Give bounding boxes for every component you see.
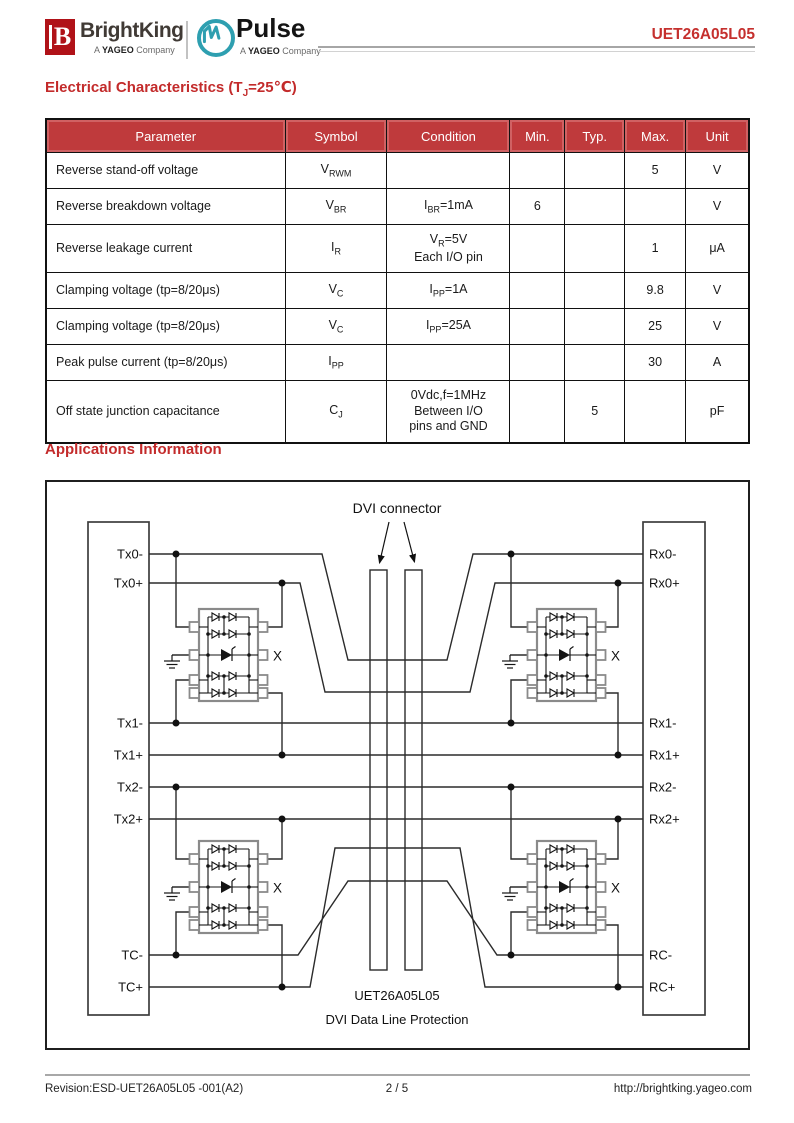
table-cell bbox=[625, 189, 686, 225]
table-row bbox=[46, 273, 749, 309]
transmitter-box bbox=[88, 522, 149, 1015]
table-cell bbox=[565, 309, 625, 345]
table-cell: 30 bbox=[625, 345, 686, 381]
table-cell: 5 bbox=[625, 153, 686, 189]
table-cell bbox=[510, 273, 565, 309]
table-cell bbox=[510, 381, 565, 444]
svg-text:Rx0+: Rx0+ bbox=[649, 575, 680, 591]
table-row bbox=[46, 345, 749, 381]
table-cell: Clamping voltage (tp=8/20μs) bbox=[46, 309, 285, 345]
tvs-array-top-right bbox=[528, 609, 606, 701]
footer-url-link[interactable]: http://brightking.yageo.com bbox=[613, 1083, 752, 1095]
column-header: Condition bbox=[387, 119, 510, 153]
tvs-array-top-left bbox=[190, 609, 268, 701]
table-cell: $C_J$ bbox=[285, 381, 387, 444]
table-cell bbox=[510, 225, 565, 273]
column-header: Unit bbox=[686, 119, 749, 153]
table-cell: 1 bbox=[625, 225, 686, 273]
table-cell: Reverse breakdown voltage bbox=[46, 189, 285, 225]
table-cell: $I_{PP}=1A$ bbox=[387, 273, 510, 309]
column-header: Symbol bbox=[285, 119, 387, 153]
x-pin-label: X bbox=[273, 880, 283, 896]
tvs-array-bottom-left bbox=[190, 841, 268, 933]
svg-text:Rx2+: Rx2+ bbox=[649, 811, 680, 827]
pulse-tagline: A YAGEO Company bbox=[240, 46, 321, 56]
table-row bbox=[46, 189, 749, 225]
table-cell: Reverse leakage current bbox=[46, 225, 285, 273]
table-header-row bbox=[46, 119, 749, 153]
svg-text:Tx1-: Tx1- bbox=[117, 715, 143, 731]
pulse-logo-icon bbox=[197, 19, 235, 57]
svg-text:Tx0-: Tx0- bbox=[117, 546, 143, 562]
table-cell bbox=[565, 153, 625, 189]
column-header: Parameter bbox=[46, 119, 285, 153]
table-cell bbox=[565, 345, 625, 381]
table-cell: $V_C$ bbox=[285, 273, 387, 309]
table-cell: Peak pulse current (tp=8/20μs) bbox=[46, 345, 285, 381]
svg-text:Rx0-: Rx0- bbox=[649, 546, 677, 562]
table-cell: V bbox=[686, 309, 749, 345]
header-divider bbox=[186, 21, 188, 59]
table-cell bbox=[565, 225, 625, 273]
table-cell bbox=[510, 345, 565, 381]
table-cell: Clamping voltage (tp=8/20μs) bbox=[46, 273, 285, 309]
table-cell: $I_{PP}=25A$ bbox=[387, 309, 510, 345]
table-cell bbox=[387, 153, 510, 189]
table-cell: $I_{BR}=1mA$ bbox=[387, 189, 510, 225]
part-number: UET26A05L05 bbox=[651, 26, 755, 43]
svg-text:Rx2-: Rx2- bbox=[649, 779, 677, 795]
pulse-brand-name: Pulse bbox=[236, 13, 306, 43]
table-cell bbox=[387, 345, 510, 381]
column-header: Typ. bbox=[565, 119, 625, 153]
diagram-caption: DVI Data Line Protection bbox=[325, 1012, 469, 1027]
table-cell bbox=[565, 273, 625, 309]
table-cell: $V_{BR}$ bbox=[285, 189, 387, 225]
svg-text:Rx1+: Rx1+ bbox=[649, 747, 680, 763]
table-cell: Off state junction capacitance bbox=[46, 381, 285, 444]
table-cell: pF bbox=[686, 381, 749, 444]
electrical-table-body bbox=[46, 153, 749, 444]
footer-revision: Revision:ESD-UET26A05L05 -001(A2) bbox=[45, 1083, 244, 1095]
table-cell: $V_{RWM}$ bbox=[285, 153, 387, 189]
table-cell: 9.8 bbox=[625, 273, 686, 309]
table-cell: μA bbox=[686, 225, 749, 273]
table-cell: A bbox=[686, 345, 749, 381]
footer-page-number: 2 / 5 bbox=[385, 1083, 409, 1095]
table-cell: $I_{PP}$ bbox=[285, 345, 387, 381]
x-pin-label: X bbox=[273, 648, 283, 664]
svg-text:Tx0+: Tx0+ bbox=[113, 575, 143, 591]
table-cell: 0Vdc,f=1MHz Between I/O pins and GND bbox=[387, 381, 510, 444]
applications-information-title: Applications Information bbox=[45, 441, 222, 458]
diagram-chip-name: UET26A05L05 bbox=[354, 988, 440, 1003]
svg-text:RC-: RC- bbox=[649, 947, 673, 963]
table-cell: V bbox=[686, 273, 749, 309]
header-rule bbox=[318, 46, 755, 52]
tvs-array-bottom-right bbox=[528, 841, 606, 933]
electrical-characteristics-title: Electrical Characteristics $(T_J=25℃)$ bbox=[45, 79, 297, 99]
table-cell bbox=[510, 309, 565, 345]
table-cell: V bbox=[686, 153, 749, 189]
brightking-logo-bar bbox=[49, 25, 52, 49]
column-header: Min. bbox=[510, 119, 565, 153]
x-pin-label: X bbox=[611, 880, 621, 896]
application-circuit-diagram bbox=[45, 480, 750, 1050]
svg-text:Tx1+: Tx1+ bbox=[113, 747, 143, 763]
table-cell: Reverse stand-off voltage bbox=[46, 153, 285, 189]
svg-text:TC-: TC- bbox=[121, 947, 143, 963]
table-cell bbox=[510, 153, 565, 189]
x-pin-label: X bbox=[611, 648, 621, 664]
svg-text:Tx2+: Tx2+ bbox=[113, 811, 143, 827]
table-row bbox=[46, 225, 749, 273]
svg-text:TC+: TC+ bbox=[118, 979, 143, 995]
brightking-brand-name: BrightKing bbox=[80, 19, 184, 42]
table-cell: V bbox=[686, 189, 749, 225]
brightking-tagline: A YAGEO Company bbox=[94, 45, 175, 55]
table-cell: 5 bbox=[565, 381, 625, 444]
table-row bbox=[46, 153, 749, 189]
table-cell: 6 bbox=[510, 189, 565, 225]
table-row bbox=[46, 309, 749, 345]
brightking-logo-letter: B bbox=[53, 22, 72, 51]
electrical-characteristics-table bbox=[45, 118, 750, 444]
table-row bbox=[46, 381, 749, 444]
table-cell bbox=[625, 381, 686, 444]
svg-text:RC+: RC+ bbox=[649, 979, 676, 995]
column-header: Max. bbox=[625, 119, 686, 153]
table-cell: 25 bbox=[625, 309, 686, 345]
brightking-logo-icon bbox=[45, 19, 75, 55]
table-cell: $V_C$ bbox=[285, 309, 387, 345]
svg-text:Tx2-: Tx2- bbox=[117, 779, 143, 795]
table-cell bbox=[565, 189, 625, 225]
receiver-box bbox=[643, 522, 705, 1015]
svg-text:Rx1-: Rx1- bbox=[649, 715, 677, 731]
dvi-connector-label: DVI connector bbox=[352, 500, 442, 516]
table-cell: $I_R$ bbox=[285, 225, 387, 273]
footer-rule bbox=[45, 1074, 750, 1076]
table-cell: $V_R=5V$ Each I/O pin bbox=[387, 225, 510, 273]
